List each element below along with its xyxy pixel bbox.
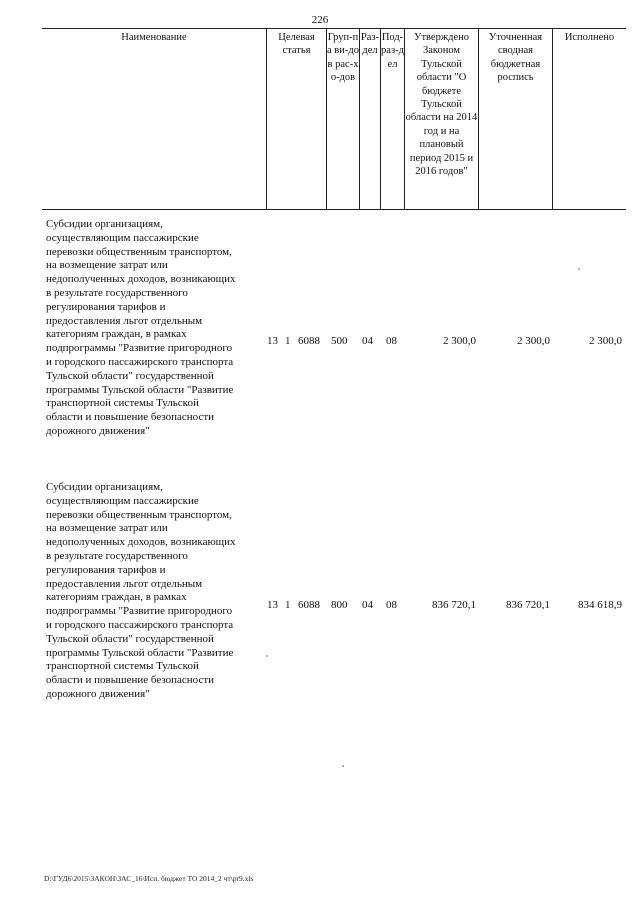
expense-group: 800 (331, 599, 348, 611)
header-top-border (42, 28, 626, 29)
scan-speck (578, 268, 580, 270)
executed-value: 834 618,9 (578, 599, 622, 611)
target-part-c: 6088 (298, 599, 320, 611)
executed-value: 2 300,0 (589, 335, 622, 347)
header-executed: Исполнено (564, 32, 615, 43)
header-approved: Утверждено Законом Тульской области "О бюджете Тульской области на 2014 год и на плановый период 2015 и 2016 годов" (405, 32, 478, 178)
header-name: Наименование (121, 32, 187, 43)
target-part-a: 13 (267, 599, 278, 611)
target-part-a: 13 (267, 335, 278, 347)
header-group: Груп-па ви-дов рас-хо-дов (327, 32, 359, 84)
approved-value: 2 300,0 (443, 335, 476, 347)
section: 04 (362, 335, 373, 347)
header-subsection: Под-раз-дел (381, 32, 404, 70)
subsection: 08 (386, 335, 397, 347)
refined-value: 836 720,1 (506, 599, 550, 611)
expense-group: 500 (331, 335, 348, 347)
table-header (42, 28, 626, 210)
file-path-footer: D:\ГУД6\2015\ЗАКОН\ЗАС_16\Исп. бюджет ТО 2014_2 чт\pr9.xls (44, 874, 254, 883)
target-part-b: 1 (285, 599, 291, 611)
header-refined: Уточненная сводная бюджетная роспись (488, 32, 543, 84)
header-target: Целевая статья (278, 32, 315, 57)
header-section: Раз-дел (360, 32, 380, 57)
column-divider (552, 28, 553, 210)
scan-speck (342, 765, 344, 767)
subsection: 08 (386, 599, 397, 611)
target-part-b: 1 (285, 335, 291, 347)
approved-value: 836 720,1 (432, 599, 476, 611)
row-name: Субсидии организациям, осуществляющим пассажирские перевозки общественным транспортом, на возмещение затрат или недополученных доходов, возникающих в результате государственного регулирования тарифов и предоставления льгот отдельным категориям граждан, в рамках подпрограммы "Развитие пригородного и городского пассажирского транспорта Тульской области" государственной программы Тульской области "Развитие транспортной системы Тульской области и повышение безопасности дорожного движения" (46, 481, 236, 700)
row-name: Субсидии организациям, осуществляющим пассажирские перевозки общественным транспортом, на возмещение затрат или недополученных доходов, возникающих в результате государственного регулирования тарифов и предоставления льгот отдельным категориям граждан, в рамках подпрограммы "Развитие пригородного и городского пассажирского транспорта Тульской области" государственной программы Тульской области "Развитие транспортной системы Тульской области и повышение безопасности дорожного движения" (46, 218, 236, 437)
header-bottom-border (42, 209, 626, 210)
target-part-c: 6088 (298, 335, 320, 347)
section: 04 (362, 599, 373, 611)
refined-value: 2 300,0 (517, 335, 550, 347)
scan-speck (266, 655, 268, 657)
page-number: 226 (311, 14, 329, 26)
